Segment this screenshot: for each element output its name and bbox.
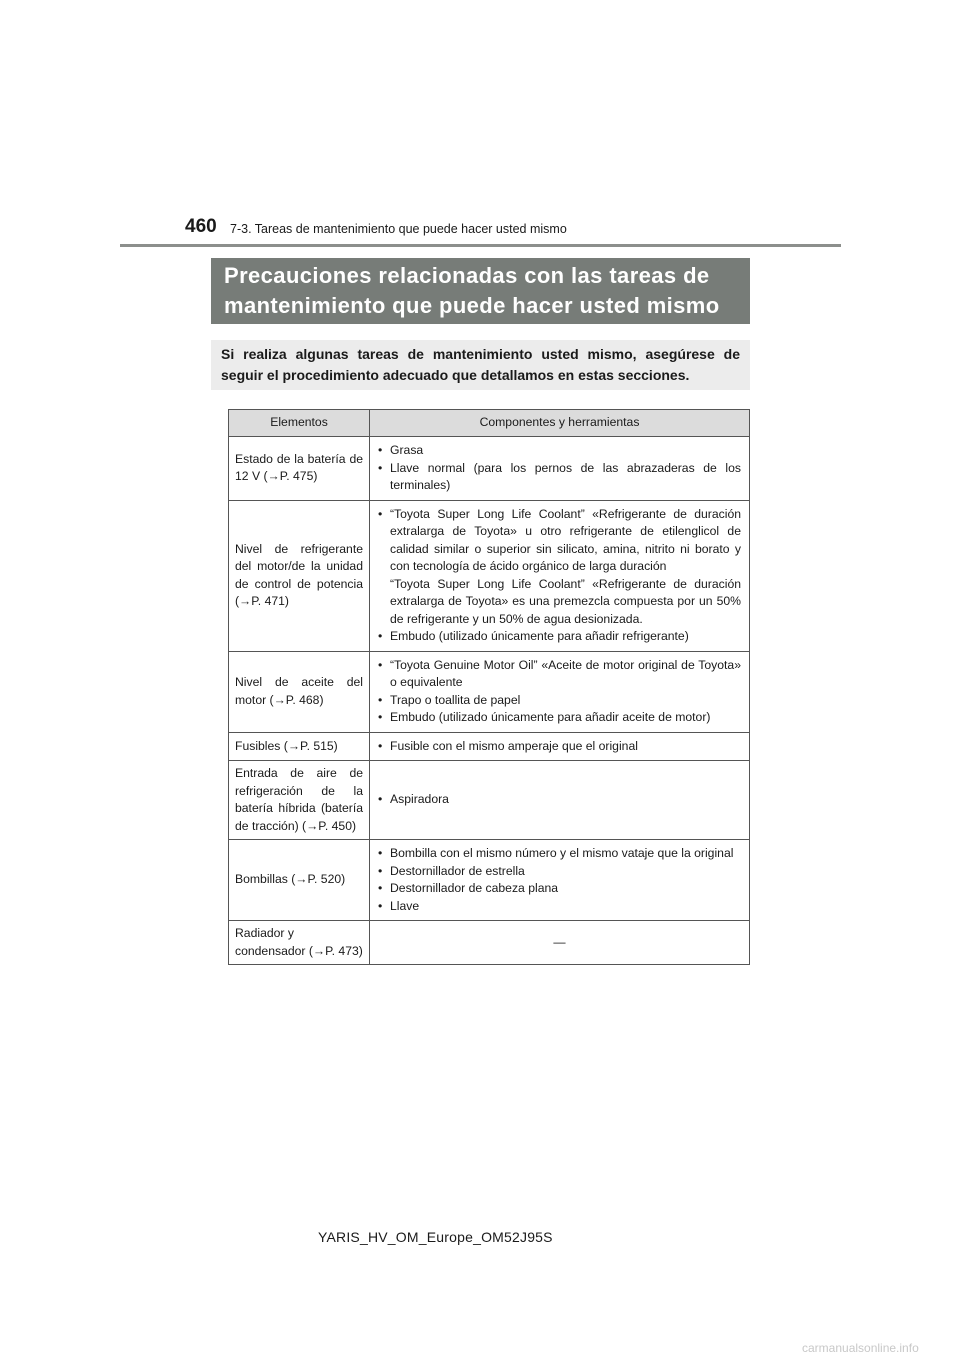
list-item: • Fusible con el mismo amperaje que el original [378,738,741,756]
table-row [229,840,750,921]
list-item: • Embudo (utilizado únicamente para añadir aceite de motor) [378,709,741,727]
title-line-2: mantenimiento que puede hacer usted mismo [224,293,720,318]
element-cell: Radiador y condensador (→P. 473) [229,921,370,965]
maintenance-table [228,409,750,965]
table-row [229,437,750,501]
intro-box [211,340,750,390]
table-row [229,761,750,840]
list-item: • Embudo (utilizado únicamente para añadir refrigerante) [378,628,741,646]
table-row [229,651,750,732]
header-rule [120,244,841,247]
header-componentes: Componentes y herramientas [370,410,750,437]
components-cell [370,437,750,501]
element-cell: Nivel de refrigerante del motor/de la unidad de control de potencia (→P. 471) [229,500,370,651]
table-header-row [229,410,750,437]
list-item: • Bombilla con el mismo número y el mismo vataje que la original [378,845,741,863]
components-cell [370,500,750,651]
intro-line-1: Si realiza algunas tareas de mantenimiento usted mismo, asegúrese de [221,346,740,362]
table-row [229,732,750,761]
footer-code: YARIS_HV_OM_Europe_OM52J95S [318,1229,553,1245]
title-line-1: Precauciones relacionadas con las tareas de [224,263,710,288]
components-cell [370,651,750,732]
list-item: • Llave [378,898,741,916]
element-cell: Bombillas (→P. 520) [229,840,370,921]
element-cell: Entrada de aire de refrigeración de la batería híbrida (batería de tracción) (→P. 450) [229,761,370,840]
list-item: • Trapo o toallita de papel [378,692,741,710]
empty-dash-cell: — [370,921,750,965]
table-row [229,500,750,651]
components-cell [370,840,750,921]
list-item: • “Toyota Super Long Life Coolant” «Refrigerante de duración extralarga de Toyota» u otro refrigerante de etilenglicol de calidad similar o superior sin silicato, amina, nitrito ni borato y con tecnología de ácido orgánico de larga duración [378,506,741,576]
components-cell [370,761,750,840]
watermark: carmanualsonline.info [802,1341,919,1355]
intro-line-2: seguir el procedimiento adecuado que detallamos en estas secciones. [221,367,690,383]
list-item: • Grasa [378,442,741,460]
element-cell: Fusibles (→P. 515) [229,732,370,761]
list-item: • “Toyota Genuine Motor Oil” «Aceite de motor original de Toyota» o equivalente [378,657,741,692]
list-item: • Destornillador de estrella [378,863,741,881]
list-item: • Aspiradora [378,791,741,809]
page-number: 460 [185,216,217,237]
components-cell [370,732,750,761]
header-elementos: Elementos [229,410,370,437]
list-item: • Destornillador de cabeza plana [378,880,741,898]
table-row [229,921,750,965]
coolant-note: “Toyota Super Long Life Coolant” «Refrigerante de duración extralarga de Toyota» es una premezcla compuesta por un 50% de refrigerante y un 50% de agua desionizada. [390,576,741,626]
list-item: • Llave normal (para los pernos de las abrazaderas de los terminales) [378,460,741,495]
element-cell: Estado de la batería de 12 V (→P. 475) [229,437,370,501]
element-cell: Nivel de aceite del motor (→P. 468) [229,651,370,732]
section-title: 7-3. Tareas de mantenimiento que puede hacer usted mismo [230,222,567,236]
title-box [211,258,750,324]
